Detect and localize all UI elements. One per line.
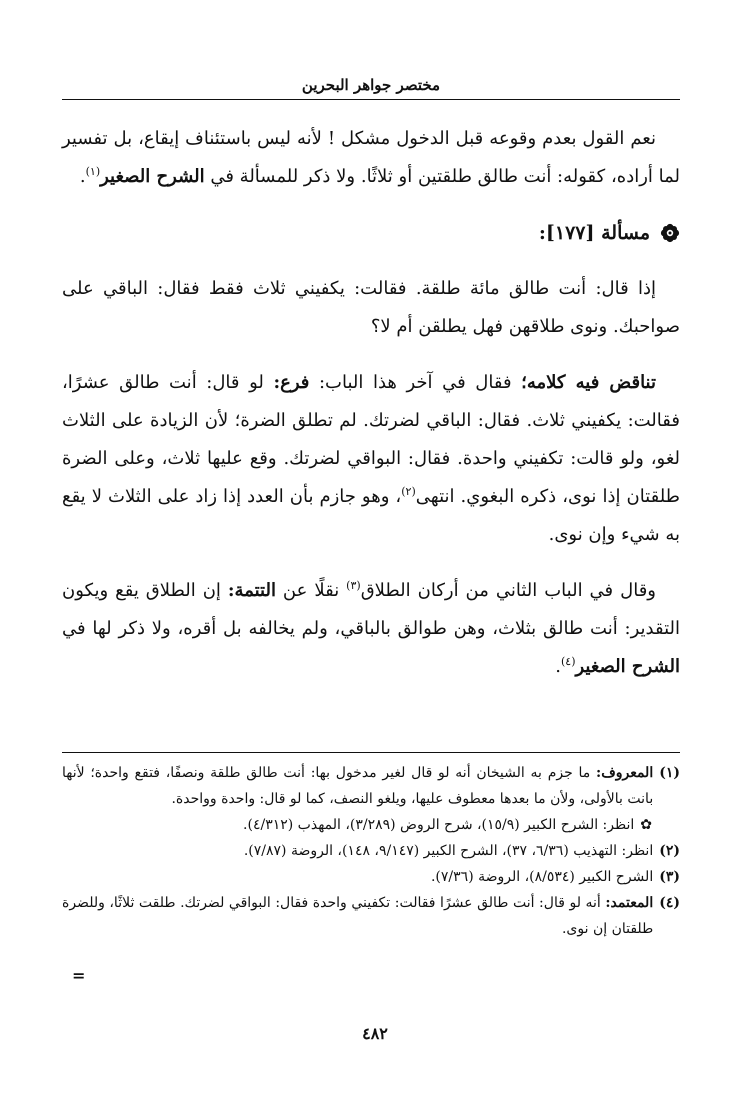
footnote-1 xyxy=(62,760,680,812)
paragraph-4-text-2: نقلًا عن xyxy=(275,580,347,601)
footnote-divider xyxy=(62,752,680,753)
paragraph-1-end: . xyxy=(79,166,86,187)
footnote-ref-2[interactable]: (٢) xyxy=(401,485,416,498)
footnote-1-body xyxy=(62,760,653,812)
paragraph-3-text-2: لو قال: أنت طالق عشرًا، فقالت: يكفيني ثلاث. فقال: الباقي لضرتك. لم تطلق الضرة؛ لأن الزيادة على الثلاث لغو، ولو قالت: تكفيني واحدة. فقال: البواقي لضرتك. وقع عليها ثلاث، وعلى الضرة طلقتان إذا نوى، ذكره البغوي. انتهى xyxy=(62,372,680,507)
footnote-4-bold: المعتمد: xyxy=(605,895,654,911)
paragraph-4-end: . xyxy=(555,656,561,677)
footnote-1-text: ما جزم به الشيخان أنه لو قال لغير مدخول بها: أنت طالق طلقة ونصفًا، فتقع واحدة؛ لأنها بانت بالأولى، ولأن ما بعدها معطوف عليها، ويلغو النصف، كما لو قال: واحدة وواحدة. xyxy=(62,765,654,807)
footnote-4-number: (٤) xyxy=(659,895,680,911)
paragraph-4-text-3: إن الطلاق يقع ويكون التقدير: أنت طالق بثلاث، وهن طوالق بالباقي، ولم يخالفه بل أقره، ولا ذكر لها في xyxy=(62,580,680,639)
footnote-4 xyxy=(62,890,680,942)
footnote-3-text: الشرح الكبير (٨/٥٣٤)، الروضة (٧/٣٦). xyxy=(430,869,654,885)
paragraph-3-text-3: ، وهو جازم بأن العدد إذا زاد على الثلاث لا يقع به شيء وإن نوى. xyxy=(62,486,680,545)
footnote-ref-1[interactable]: (١) xyxy=(85,165,101,178)
paragraph-3-text-1: فقال في آخر هذا الباب: xyxy=(309,372,522,393)
footnote-3 xyxy=(62,864,680,890)
footnote-2 xyxy=(62,838,680,864)
masala-heading xyxy=(62,214,680,252)
paragraph-2-text: إذا قال: أنت طالق مائة طلقة. فقالت: يكفيني ثلاث فقط فقال: الباقي على صواحبك. ونوى طلاقهن فهل يطلقن أم لا؟ xyxy=(62,278,680,337)
footnote-2-text: انظر: التهذيب (٦/٣٦، ٣٧)، الشرح الكبير (٩/١٤٧، ١٤٨)، الروضة (٧/٨٧). xyxy=(243,843,654,859)
footnote-2-number: (٢) xyxy=(659,843,680,859)
footnote-4-body xyxy=(62,890,653,942)
paragraph-4 xyxy=(62,572,680,686)
paragraph-1-text: نعم القول بعدم وقوعه قبل الدخول مشكل ! لأنه ليس باستئناف إيقاع، بل تفسير لما أراده، كقوله: أنت طالق طلقتين أو ثلاثًا. ولا ذكر للمسألة في xyxy=(62,128,680,187)
footnote-ref-4[interactable]: (٤) xyxy=(560,655,576,668)
footnote-4-text: أنه لو قال: أنت طالق عشرًا فقالت: تكفيني واحدة فقال: البواقي لضرتك. طلقت ثلاثًا، وللضرة طلقتان إن نوى. xyxy=(62,895,654,937)
footnote-3-number: (٣) xyxy=(659,869,680,885)
paragraph-1 xyxy=(62,120,680,196)
footnote-1-number: (١) xyxy=(659,765,680,781)
flower-icon xyxy=(660,223,680,243)
footnote-1-bold: المعروف: xyxy=(596,765,654,781)
paragraph-2 xyxy=(62,270,680,346)
masala-label: مسألة [١٧٧]: xyxy=(538,222,650,244)
paragraph-4-bold-1: التتمة: xyxy=(227,580,276,601)
footnote-continue-mark: = xyxy=(72,966,86,985)
footnote-ref-3[interactable]: (٣) xyxy=(346,579,361,592)
paragraph-1-bold: الشرح الصغير xyxy=(100,166,205,187)
footnote-1-sources-text: انظر: الشرح الكبير (١٥/٩)، شرح الروض (٣/٢٨٩)، المهذب (٤/٣١٢). xyxy=(243,817,635,833)
header-divider xyxy=(62,99,680,100)
paragraph-3-bold-1: تناقض فيه كلامه؛ xyxy=(521,372,656,393)
page-number: ٤٨٢ xyxy=(362,1024,388,1043)
paragraph-3-bold-2: فرع: xyxy=(273,372,310,393)
running-header: مختصر جواهر البحرين xyxy=(301,76,441,94)
footnotes xyxy=(62,760,680,942)
paragraph-4-text-1: وقال في الباب الثاني من أركان الطلاق xyxy=(360,580,656,601)
main-text xyxy=(62,120,680,704)
paragraph-3 xyxy=(62,364,680,554)
footnote-1-sources xyxy=(62,812,652,838)
footnote-1-flower-icon: ✿ xyxy=(640,817,652,833)
paragraph-4-bold-2: الشرح الصغير xyxy=(575,656,680,677)
